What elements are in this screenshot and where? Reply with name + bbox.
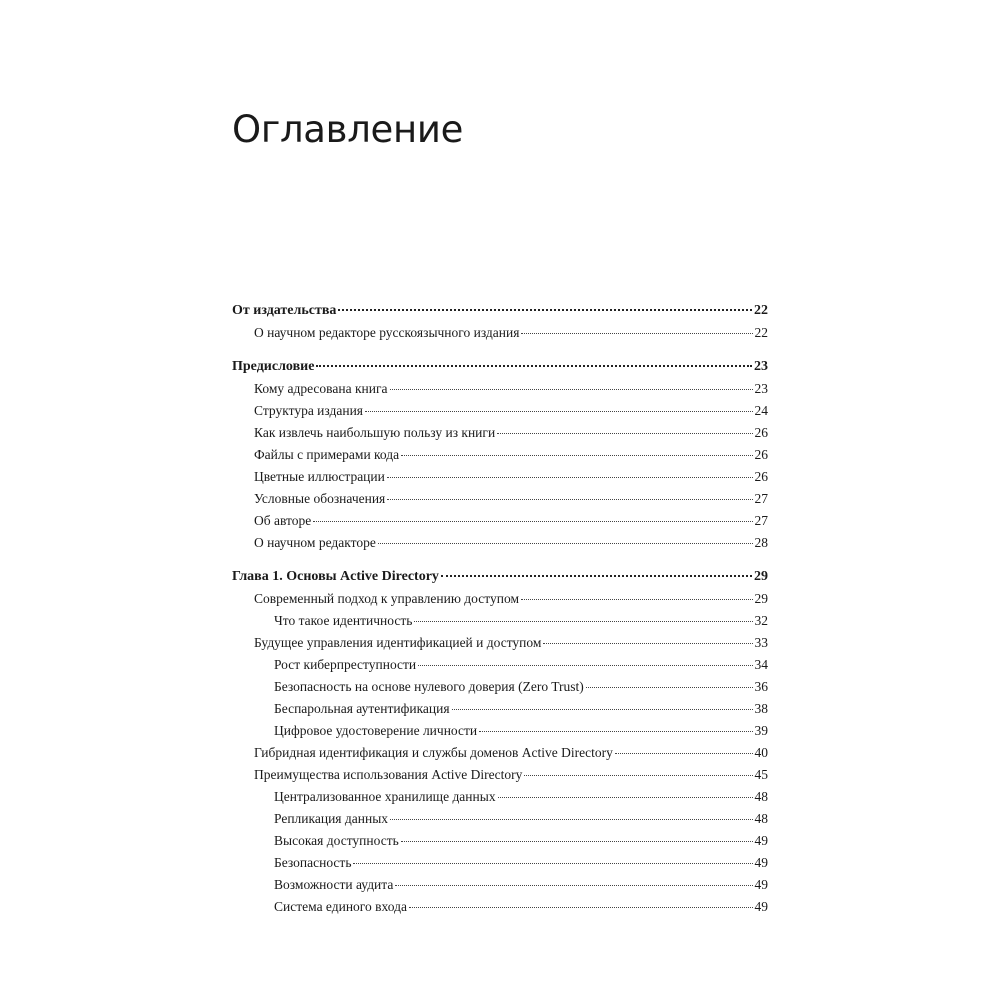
toc-chapter-entry[interactable] [232, 566, 768, 588]
dot-leader [390, 388, 753, 390]
toc-chapter-entry[interactable] [232, 356, 768, 378]
dot-leader [498, 796, 753, 798]
toc-section-entry-page-number: 27 [754, 513, 768, 528]
toc-subsection-entry-title: Цифровое удостоверение личности [274, 723, 478, 738]
toc-section-entry-page-number: 28 [754, 535, 768, 550]
toc-subsection-entry[interactable] [232, 698, 768, 720]
toc-section-entry-page-number: 26 [754, 425, 768, 440]
toc-subsection-entry-page-number: 38 [754, 701, 768, 716]
toc-subsection-entry-title: Беспарольная аутентификация [274, 701, 450, 716]
toc-subsection-entry-title: Что такое идентичность [274, 613, 413, 628]
dot-leader [521, 332, 752, 334]
toc-section-entry[interactable] [232, 488, 768, 510]
toc-section-entry[interactable] [232, 532, 768, 554]
toc-section [232, 356, 768, 554]
toc-subsection-entry-title: Репликация данных [274, 811, 389, 826]
toc-subsection-entry-page-number: 34 [754, 657, 768, 672]
toc-subsection-entry-title: Возможности аудита [274, 877, 394, 892]
toc-subsection-entry[interactable] [232, 830, 768, 852]
toc-section-entry[interactable] [232, 400, 768, 422]
dot-leader [441, 574, 752, 577]
toc-subsection-entry-page-number: 36 [754, 679, 768, 694]
dot-leader [521, 598, 753, 600]
toc-section-entry-title: Гибридная идентификация и службы доменов Active Directory [254, 745, 613, 760]
toc-subsection-entry-title: Рост киберпреступности [274, 657, 417, 672]
page-title: Оглавление [232, 108, 464, 151]
dot-leader [586, 686, 753, 688]
dot-leader [615, 752, 753, 754]
toc-subsection-entry[interactable] [232, 610, 768, 632]
toc-section-entry-title: О научном редакторе [254, 535, 376, 550]
dot-leader [316, 364, 752, 367]
toc-chapter-entry-title: Глава 1. Основы Active Directory [232, 569, 439, 584]
toc-subsection-entry[interactable] [232, 676, 768, 698]
toc-subsection-entry-page-number: 49 [754, 833, 768, 848]
dot-leader [543, 642, 752, 644]
dot-leader [313, 520, 752, 522]
toc-chapter-entry-page-number: 22 [754, 303, 768, 318]
toc-section-entry[interactable] [232, 588, 768, 610]
toc-subsection-entry[interactable] [232, 786, 768, 808]
toc-section-entry-page-number: 45 [754, 767, 768, 782]
toc-section-entry[interactable] [232, 322, 768, 344]
toc-subsection-entry-page-number: 49 [754, 899, 768, 914]
toc-section-entry[interactable] [232, 764, 768, 786]
toc-chapter-entry-title: Предисловие [232, 359, 315, 374]
toc-section-entry-page-number: 33 [754, 635, 768, 650]
toc-chapter-entry[interactable] [232, 300, 768, 322]
toc-chapter-entry-page-number: 23 [754, 359, 768, 374]
dot-leader [401, 840, 753, 842]
toc-section-entry-page-number: 23 [754, 381, 768, 396]
toc-subsection-entry-title: Система единого входа [274, 899, 407, 914]
dot-leader [479, 730, 752, 732]
toc-section-entry-page-number: 27 [754, 491, 768, 506]
toc-subsection-entry[interactable] [232, 808, 768, 830]
toc-section-entry-title: Преимущества использования Active Directory [254, 767, 523, 782]
toc-section-entry-title: Кому адресована книга [254, 381, 388, 396]
toc-section-entry[interactable] [232, 378, 768, 400]
dot-leader [338, 308, 752, 311]
toc-section-entry-page-number: 24 [754, 403, 768, 418]
toc-section-entry-page-number: 40 [754, 745, 768, 760]
toc-section-entry-page-number: 22 [754, 325, 768, 340]
toc-subsection-entry[interactable] [232, 874, 768, 896]
dot-leader [395, 884, 752, 886]
toc-subsection-entry-page-number: 48 [754, 789, 768, 804]
toc-chapter-entry-title: От издательства [232, 303, 337, 318]
toc-section-entry-title: Современный подход к управлению доступом [254, 591, 519, 606]
toc-section-entry-page-number: 26 [754, 469, 768, 484]
dot-leader [418, 664, 752, 666]
table-of-contents [232, 300, 768, 930]
toc-section-entry-title: Структура издания [254, 403, 364, 418]
toc-section-entry[interactable] [232, 510, 768, 532]
dot-leader [452, 708, 753, 710]
toc-subsection-entry-page-number: 39 [754, 723, 768, 738]
dot-leader [387, 498, 752, 500]
dot-leader [387, 476, 753, 478]
dot-leader [409, 906, 753, 908]
dot-leader [414, 620, 752, 622]
toc-section-entry-page-number: 29 [754, 591, 768, 606]
toc-section-entry-title: Об авторе [254, 513, 312, 528]
toc-subsection-entry-title: Безопасность [274, 855, 352, 870]
toc-section-entry[interactable] [232, 632, 768, 654]
toc-section-entry-title: Файлы с примерами кода [254, 447, 400, 462]
toc-subsection-entry-title: Безопасность на основе нулевого доверия (Zero Trust) [274, 679, 584, 694]
toc-subsection-entry[interactable] [232, 852, 768, 874]
toc-subsection-entry[interactable] [232, 720, 768, 742]
toc-section-entry[interactable] [232, 742, 768, 764]
dot-leader [390, 818, 752, 820]
toc-section-entry-title: Условные обозначения [254, 491, 386, 506]
dot-leader [497, 432, 752, 434]
toc-subsection-entry[interactable] [232, 896, 768, 918]
toc-chapter-entry-page-number: 29 [754, 569, 768, 584]
toc-section [232, 300, 768, 344]
toc-subsection-entry-title: Высокая доступность [274, 833, 399, 848]
dot-leader [353, 862, 752, 864]
toc-subsection-entry[interactable] [232, 654, 768, 676]
toc-section-entry-title: Будущее управления идентификацией и доступом [254, 635, 542, 650]
toc-subsection-entry-page-number: 49 [754, 855, 768, 870]
toc-section-entry[interactable] [232, 422, 768, 444]
dot-leader [378, 542, 753, 544]
toc-subsection-entry-page-number: 48 [754, 811, 768, 826]
dot-leader [365, 410, 752, 412]
toc-section-entry[interactable] [232, 466, 768, 488]
toc-section [232, 566, 768, 918]
toc-subsection-entry-title: Централизованное хранилище данных [274, 789, 496, 804]
toc-subsection-entry-page-number: 32 [754, 613, 768, 628]
toc-section-entry-title: Цветные иллюстрации [254, 469, 385, 484]
toc-section-entry-page-number: 26 [754, 447, 768, 462]
toc-subsection-entry-page-number: 49 [754, 877, 768, 892]
toc-section-entry[interactable] [232, 444, 768, 466]
toc-section-entry-title: Как извлечь наибольшую пользу из книги [254, 425, 496, 440]
dot-leader [524, 774, 752, 776]
dot-leader [401, 454, 752, 456]
toc-section-entry-title: О научном редакторе русскоязычного издания [254, 325, 520, 340]
